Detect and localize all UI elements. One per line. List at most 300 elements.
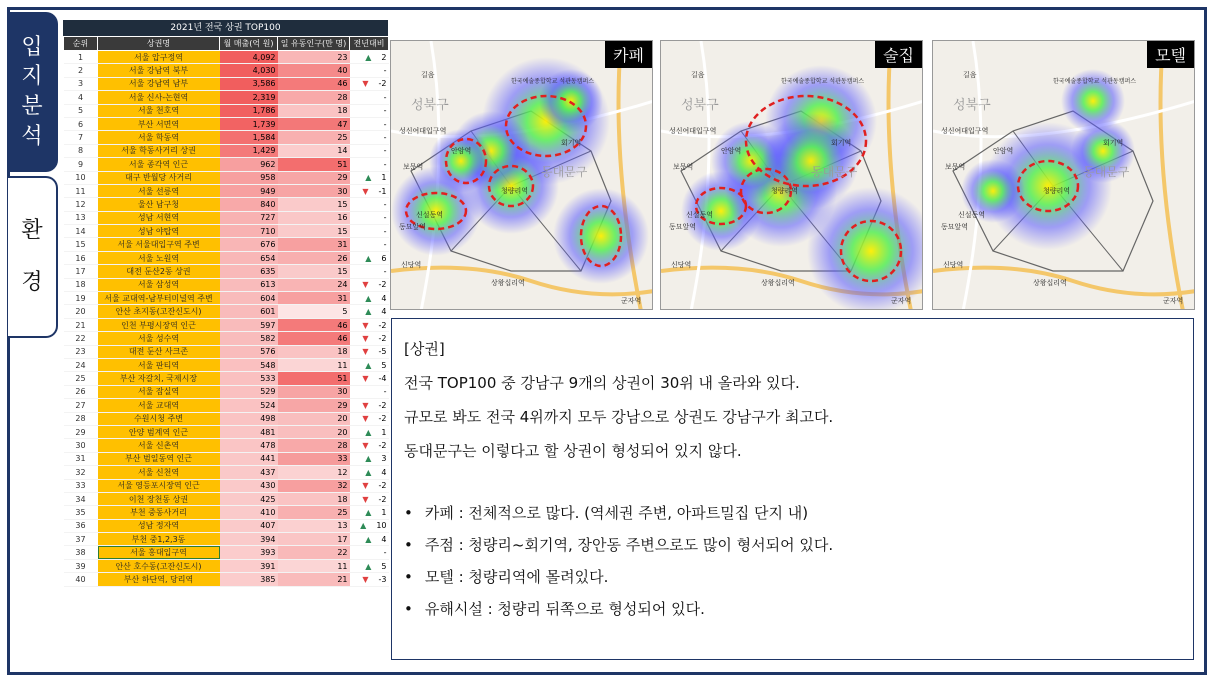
cell-name: 서울 신천역 [98, 466, 220, 479]
map-place-label: 길음 [691, 71, 705, 79]
col-header-rank: 순위 [64, 37, 98, 51]
cell-change [350, 466, 389, 479]
arrow-down-icon: ▼ [362, 441, 369, 451]
cell-change [350, 332, 389, 345]
cell-rank: 34 [64, 492, 98, 505]
col-header-change: 전년대비 [350, 37, 389, 51]
map-place-label: 신당역 [943, 261, 964, 269]
cell-name: 대전 둔산 사크존 [98, 345, 220, 358]
arrow-up-icon: ▲ [365, 253, 372, 263]
change-value: -2 [378, 280, 387, 290]
cell-population: 46 [278, 77, 350, 90]
bullet-item: • 카페 : 전체적으로 많다. (역세권 주변, 아파트밀집 단지 내) [404, 503, 1181, 523]
cell-rank: 10 [64, 171, 98, 184]
cell-population: 28 [278, 91, 350, 104]
cell-change [350, 358, 389, 371]
cell-sales: 1,584 [220, 131, 278, 144]
cell-sales: 441 [220, 452, 278, 465]
cell-name: 서울 학동사거리 상권 [98, 144, 220, 157]
change-value: 4 [381, 307, 387, 317]
cell-name: 서울 강남역 북부 [98, 64, 220, 77]
cell-sales: 958 [220, 171, 278, 184]
cell-name: 이천 장천동 상권 [98, 492, 220, 505]
tab-char: 경 [21, 270, 43, 295]
cell-rank: 9 [64, 158, 98, 171]
map-place-label: 회기역 [1103, 139, 1124, 147]
cell-rank: 37 [64, 533, 98, 546]
map-place-label: 신당역 [671, 261, 692, 269]
map-place-label: 안암역 [451, 147, 472, 155]
change-value: - [383, 387, 387, 397]
cell-name: 서울 교대역 [98, 399, 220, 412]
cell-rank: 25 [64, 372, 98, 385]
map-place-label: 동대문구 [1083, 165, 1130, 179]
table-row [64, 265, 389, 278]
cell-sales: 533 [220, 372, 278, 385]
map-place-label: 청량리역 [501, 187, 529, 195]
cell-population: 30 [278, 184, 350, 197]
cell-sales: 676 [220, 238, 278, 251]
cell-population: 28 [278, 439, 350, 452]
arrow-down-icon: ▼ [362, 574, 369, 584]
cell-population: 51 [278, 372, 350, 385]
change-value: - [383, 240, 387, 250]
cell-change [350, 225, 389, 238]
cell-population: 25 [278, 506, 350, 519]
change-value: -1 [378, 186, 387, 196]
table-row [64, 184, 389, 197]
cell-sales: 394 [220, 533, 278, 546]
table-row [64, 104, 389, 117]
cell-population: 22 [278, 546, 350, 559]
map-label-motel: 모텔 [1147, 41, 1194, 68]
cell-rank: 18 [64, 278, 98, 291]
cell-change [350, 51, 389, 64]
cell-population: 15 [278, 265, 350, 278]
tab-char: 지 [21, 64, 43, 90]
map-place-label: 성신여대입구역 [399, 127, 447, 135]
cell-sales: 478 [220, 439, 278, 452]
cell-population: 23 [278, 51, 350, 64]
cell-sales: 430 [220, 479, 278, 492]
commentary-line: 규모로 봐도 전국 4위까지 모두 강남으로 상권도 강남구가 최고다. [404, 408, 834, 426]
arrow-down-icon: ▼ [362, 400, 369, 410]
cell-change [350, 278, 389, 291]
cell-name: 인천 부평시장역 인근 [98, 318, 220, 331]
arrow-up-icon: ▲ [365, 360, 372, 370]
table-row [64, 211, 389, 224]
cell-sales: 949 [220, 184, 278, 197]
cell-rank: 2 [64, 64, 98, 77]
table-row [64, 198, 389, 211]
table-row [64, 144, 389, 157]
map-place-label: 안암역 [993, 147, 1014, 155]
cell-name: 부산 하단역, 당리역 [98, 573, 220, 586]
cell-name: 부산 자갈치, 국제시장 [98, 372, 220, 385]
cell-population: 26 [278, 251, 350, 264]
cell-population: 46 [278, 318, 350, 331]
map-place-label: 보문역 [403, 163, 424, 171]
cell-name: 안양 범계역 인근 [98, 425, 220, 438]
cell-name: 서울 홍대입구역 [98, 546, 220, 559]
cell-name: 서울 교대역-남부터미널역 주변 [98, 292, 220, 305]
change-value: - [383, 226, 387, 236]
cell-rank: 8 [64, 144, 98, 157]
cell-rank: 13 [64, 211, 98, 224]
cell-sales: 635 [220, 265, 278, 278]
cell-rank: 36 [64, 519, 98, 532]
cell-population: 31 [278, 238, 350, 251]
cell-name: 서울 신사-논현역 [98, 91, 220, 104]
cell-name: 대전 둔산2동 상권 [98, 265, 220, 278]
change-value: -2 [378, 400, 387, 410]
map-place-label: 안암역 [721, 147, 742, 155]
cell-change [350, 238, 389, 251]
cell-sales: 498 [220, 412, 278, 425]
cell-rank: 23 [64, 345, 98, 358]
table-row [64, 439, 389, 452]
tab-environment[interactable] [8, 176, 58, 338]
table-row [64, 466, 389, 479]
bullet-item: • 유해시설 : 청량리 뒤쪽으로 형성되어 있다. [404, 599, 1181, 619]
cell-population: 30 [278, 385, 350, 398]
cell-sales: 962 [220, 158, 278, 171]
cell-rank: 12 [64, 198, 98, 211]
cell-population: 31 [278, 292, 350, 305]
heat-spot [553, 188, 649, 284]
cell-rank: 24 [64, 358, 98, 371]
cell-name: 부천 중1,2,3동 [98, 533, 220, 546]
cell-sales: 840 [220, 198, 278, 211]
table-row [64, 332, 389, 345]
cell-sales: 391 [220, 559, 278, 572]
cell-rank: 29 [64, 425, 98, 438]
cell-change [350, 292, 389, 305]
cell-name: 부산 범일동역 인근 [98, 452, 220, 465]
cell-sales: 582 [220, 332, 278, 345]
cell-change [350, 184, 389, 197]
cell-change [350, 439, 389, 452]
cell-population: 18 [278, 345, 350, 358]
map-place-label: 길음 [421, 71, 435, 79]
table-row [64, 546, 389, 559]
arrow-down-icon: ▼ [362, 374, 369, 384]
table-row [64, 292, 389, 305]
change-value: 10 [376, 521, 387, 531]
table-row [64, 479, 389, 492]
map-place-label: 군자역 [621, 297, 642, 305]
change-value: -5 [378, 347, 387, 357]
cell-population: 16 [278, 211, 350, 224]
table-row [64, 278, 389, 291]
col-header-name: 상권명 [98, 37, 220, 51]
cell-sales: 1,786 [220, 104, 278, 117]
arrow-down-icon: ▼ [362, 320, 369, 330]
table-row [64, 117, 389, 130]
map-place-label: 성신여대입구역 [669, 127, 717, 135]
cell-change [350, 104, 389, 117]
map-place-label: 회기역 [561, 139, 582, 147]
table-row [64, 64, 389, 77]
arrow-up-icon: ▲ [365, 561, 372, 571]
cell-population: 20 [278, 412, 350, 425]
ranking-table [63, 20, 388, 587]
arrow-down-icon: ▼ [362, 280, 369, 290]
cell-change [350, 305, 389, 318]
cell-sales: 529 [220, 385, 278, 398]
cell-sales: 393 [220, 546, 278, 559]
table-row [64, 492, 389, 505]
change-value: - [383, 159, 387, 169]
cell-change [350, 399, 389, 412]
cell-sales: 4,092 [220, 51, 278, 64]
table-row [64, 385, 389, 398]
arrow-up-icon: ▲ [365, 293, 372, 303]
cell-rank: 16 [64, 251, 98, 264]
map-place-label: 성북구 [953, 98, 991, 113]
cell-change [350, 345, 389, 358]
cell-name: 안산 호수동(고잔신도시) [98, 559, 220, 572]
change-value: - [383, 146, 387, 156]
cell-change [350, 158, 389, 171]
change-value: -4 [378, 374, 387, 384]
cell-name: 서울 판티역 [98, 358, 220, 371]
map-place-label: 상왕십리역 [1033, 279, 1067, 287]
table-row [64, 559, 389, 572]
cell-change [350, 265, 389, 278]
change-value: 1 [381, 427, 387, 437]
table-row [64, 412, 389, 425]
bullet-item: • 모텔 : 청량리역에 몰려있다. [404, 567, 1181, 587]
map-place-label: 상왕십리역 [491, 279, 525, 287]
cell-population: 11 [278, 358, 350, 371]
cell-sales: 481 [220, 425, 278, 438]
change-value: - [383, 66, 387, 76]
table-row [64, 573, 389, 586]
cell-name: 서울 종각역 인근 [98, 158, 220, 171]
map-place-label: 보문역 [673, 163, 694, 171]
change-value: - [383, 92, 387, 102]
map-place-label: 성신여대입구역 [941, 127, 989, 135]
map-place-label: 청량리역 [1043, 187, 1071, 195]
cell-population: 51 [278, 158, 350, 171]
map-place-label: 신당역 [401, 261, 422, 269]
cell-change [350, 546, 389, 559]
change-value: 5 [381, 360, 387, 370]
cell-change [350, 91, 389, 104]
map-bar [660, 40, 923, 310]
change-value: - [383, 133, 387, 143]
change-value: - [383, 106, 387, 116]
tab-char: 환 [21, 218, 43, 244]
cell-name: 서울 강남역 남부 [98, 77, 220, 90]
cell-name: 서울 성수역 [98, 332, 220, 345]
map-place-label: 한국예술종합학교 석관동캠퍼스 [1053, 78, 1137, 85]
cell-population: 24 [278, 278, 350, 291]
cell-name: 서울 삼성역 [98, 278, 220, 291]
map-place-label: 동대문구 [541, 165, 588, 179]
cell-rank: 39 [64, 559, 98, 572]
map-place-label: 성북구 [681, 98, 719, 113]
tab-char: 석 [21, 123, 43, 149]
table-row [64, 131, 389, 144]
cell-rank: 30 [64, 439, 98, 452]
commentary-heading: [상권] [404, 340, 445, 358]
cell-name: 수원시청 주변 [98, 412, 220, 425]
cell-rank: 27 [64, 399, 98, 412]
map-place-label: 보문역 [945, 163, 966, 171]
arrow-up-icon: ▲ [365, 467, 372, 477]
table-title: 2021년 전국 상권 TOP100 [63, 20, 388, 36]
cell-rank: 35 [64, 506, 98, 519]
cell-population: 40 [278, 64, 350, 77]
cell-population: 47 [278, 117, 350, 130]
change-value: 1 [381, 507, 387, 517]
change-value: -3 [378, 574, 387, 584]
cell-sales: 576 [220, 345, 278, 358]
cell-change [350, 251, 389, 264]
cell-rank: 26 [64, 385, 98, 398]
cell-rank: 5 [64, 104, 98, 117]
arrow-down-icon: ▼ [362, 414, 369, 424]
cell-change [350, 372, 389, 385]
arrow-up-icon: ▲ [360, 521, 367, 531]
table-row [64, 238, 389, 251]
map-place-label: 동묘앞역 [399, 223, 427, 231]
cell-name: 성남 야탑역 [98, 225, 220, 238]
cell-rank: 6 [64, 117, 98, 130]
tab-char: 입 [21, 34, 43, 60]
col-header-sales: 월 매출(억 원) [220, 37, 278, 51]
change-value: - [383, 213, 387, 223]
arrow-up-icon: ▲ [365, 427, 372, 437]
cell-name: 울산 남구청 [98, 198, 220, 211]
change-value: - [383, 266, 387, 276]
cell-sales: 710 [220, 225, 278, 238]
map-place-label: 신설동역 [686, 211, 714, 219]
cell-change [350, 318, 389, 331]
cell-change [350, 211, 389, 224]
map-place-label: 상왕십리역 [761, 279, 795, 287]
cell-rank: 22 [64, 332, 98, 345]
cell-rank: 19 [64, 292, 98, 305]
change-value: 4 [381, 293, 387, 303]
arrow-up-icon: ▲ [365, 173, 372, 183]
cell-sales: 2,319 [220, 91, 278, 104]
cell-rank: 21 [64, 318, 98, 331]
map-label-bar: 술집 [875, 41, 922, 68]
cell-sales: 407 [220, 519, 278, 532]
cell-name: 서울 천호역 [98, 104, 220, 117]
change-value: 5 [381, 561, 387, 571]
cell-sales: 548 [220, 358, 278, 371]
cell-rank: 28 [64, 412, 98, 425]
arrow-down-icon: ▼ [362, 186, 369, 196]
change-value: -2 [378, 414, 387, 424]
cell-change [350, 533, 389, 546]
map-place-label: 군자역 [1163, 297, 1184, 305]
cell-change [350, 198, 389, 211]
cell-name: 안산 초지동(고잔신도시) [98, 305, 220, 318]
cell-population: 46 [278, 332, 350, 345]
cell-sales: 604 [220, 292, 278, 305]
cell-rank: 38 [64, 546, 98, 559]
table-row [64, 519, 389, 532]
map-place-label: 동묘앞역 [941, 223, 969, 231]
cell-sales: 425 [220, 492, 278, 505]
cell-rank: 40 [64, 573, 98, 586]
cell-change [350, 171, 389, 184]
commentary-line: 전국 TOP100 중 강남구 9개의 상권이 30위 내 올라와 있다. [404, 374, 800, 392]
cell-change [350, 519, 389, 532]
cell-name: 대구 반월당 사거리 [98, 171, 220, 184]
cell-population: 15 [278, 198, 350, 211]
arrow-down-icon: ▼ [362, 347, 369, 357]
cell-sales: 410 [220, 506, 278, 519]
arrow-up-icon: ▲ [365, 307, 372, 317]
change-value: 2 [381, 52, 387, 62]
table-row [64, 171, 389, 184]
table-row [64, 158, 389, 171]
cell-rank: 7 [64, 131, 98, 144]
change-value: -2 [378, 481, 387, 491]
change-value: - [383, 199, 387, 209]
cell-sales: 4,030 [220, 64, 278, 77]
cell-population: 5 [278, 305, 350, 318]
cell-sales: 437 [220, 466, 278, 479]
bullet-item: • 주점 : 청량리~회기역, 장안동 주변으로도 많이 형서되어 있다. [404, 535, 1181, 555]
map-cafe [390, 40, 653, 310]
change-value: - [383, 548, 387, 558]
table-row [64, 506, 389, 519]
cell-sales: 1,739 [220, 117, 278, 130]
cell-name: 성남 서현역 [98, 211, 220, 224]
map-place-label: 길음 [963, 71, 977, 79]
arrow-down-icon: ▼ [362, 333, 369, 343]
cell-population: 17 [278, 533, 350, 546]
map-place-label: 신설동역 [416, 211, 444, 219]
cell-change [350, 131, 389, 144]
arrow-down-icon: ▼ [362, 494, 369, 504]
cell-rank: 20 [64, 305, 98, 318]
cell-change [350, 492, 389, 505]
cell-change [350, 559, 389, 572]
arrow-down-icon: ▼ [362, 79, 369, 89]
cell-sales: 601 [220, 305, 278, 318]
cell-name: 서울 신촌역 [98, 439, 220, 452]
arrow-up-icon: ▲ [365, 507, 372, 517]
map-place-label: 회기역 [831, 139, 852, 147]
cell-population: 18 [278, 492, 350, 505]
table-row [64, 318, 389, 331]
table-row [64, 305, 389, 318]
cell-population: 32 [278, 479, 350, 492]
cell-rank: 1 [64, 51, 98, 64]
cell-population: 29 [278, 399, 350, 412]
cell-population: 20 [278, 425, 350, 438]
change-value: -2 [378, 441, 387, 451]
cell-sales: 597 [220, 318, 278, 331]
cell-change [350, 117, 389, 130]
cell-rank: 11 [64, 184, 98, 197]
tab-location-analysis[interactable] [8, 12, 58, 172]
cell-name: 부산 서면역 [98, 117, 220, 130]
cell-change [350, 64, 389, 77]
change-value: - [383, 119, 387, 129]
cell-population: 33 [278, 452, 350, 465]
table-row [64, 425, 389, 438]
arrow-up-icon: ▲ [365, 454, 372, 464]
